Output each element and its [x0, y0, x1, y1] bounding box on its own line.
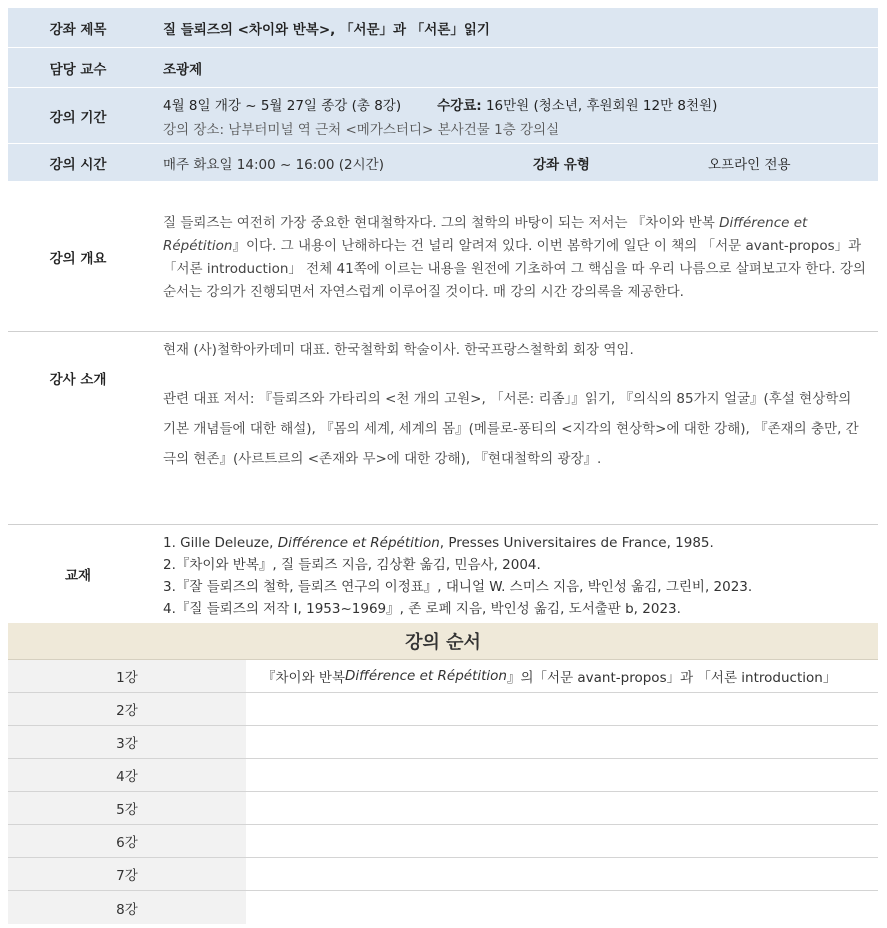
textbook-item: 2.『차이와 반복』, 질 들뢰즈 지음, 김상환 옮김, 민음사, 2004. [163, 557, 541, 573]
lecture-number: 4강 [8, 759, 246, 791]
course-title-label: 강좌 제목 [49, 21, 107, 38]
row-instructor [8, 332, 878, 525]
schedule-row [8, 792, 878, 825]
type-value: 오프라인 전용 [708, 156, 791, 173]
schedule-title: 강의 순서 [8, 623, 878, 660]
textbook-list [148, 525, 878, 623]
professor-label: 담당 교수 [49, 61, 107, 78]
schedule-row [8, 825, 878, 858]
lecture-number: 7강 [8, 858, 246, 890]
lecture-topic: 『차이와 반복 Différence et Répétition 』의「서문 avant-propos」과 「서론 introduction」 [262, 668, 837, 686]
lecture-topic [246, 792, 878, 824]
row-overview [8, 182, 878, 332]
instructor-bio: 현재 (사)철학아카데미 대표. 한국철학회 학술이사. 한국프랑스철학회 회장 역임. [163, 342, 634, 358]
place-value: 강의 장소: 남부터미널 역 근처 <메가스터디> 본사건물 1층 강의실 [163, 121, 560, 138]
overview-text: 질 들뢰즈는 여전히 가장 중요한 현대철학자다. 그의 철학의 바탕이 되는 저서는 『차이와 반복 Différence et Répétition』이다. 그 내용이 난해하다는 건 널리 알려져 있다. 이번 봄학기에 일단 이 책의 「서문 avant-propos」과 「서론 introduction」 전체 41쪽에 이르는 내용을 원전에 기초하여 그 핵심을 따 우리 나름으로 살펴보고자 한다. 강의 순서는 강의가 진행되면서 자연스럽게 이루어질 것이다. 매 강의 시간 강의록을 제공한다. [163, 215, 866, 300]
row-period [8, 88, 878, 144]
schedule-row [8, 693, 878, 726]
type-label: 강좌 유형 [533, 156, 590, 173]
schedule-row [8, 726, 878, 759]
fee-value: 16만원 (청소년, 후원회원 12만 8천원) [481, 97, 718, 114]
textbook-item: 4.『질 들뢰즈의 저작 I, 1953~1969』, 존 로페 지음, 박인성 옮김, 도서출판 b, 2023. [163, 601, 681, 617]
course-title: 질 들뢰즈의 <차이와 반복>, 「서문」과 「서론」읽기 [163, 21, 490, 38]
schedule-row [8, 759, 878, 792]
lecture-number: 2강 [8, 693, 246, 725]
schedule-row [8, 858, 878, 891]
schedule-row [8, 660, 878, 693]
lecture-topic [246, 825, 878, 857]
period-value: 4월 8일 개강 ~ 5월 27일 종강 (총 8강) [163, 97, 402, 114]
fee-label: 수강료: [437, 97, 482, 114]
lecture-topic [246, 891, 878, 924]
instructor-books: 관련 대표 저서: 『들뢰즈와 가타리의 <천 개의 고원>, 「서론: 리좀」』읽기, 『의식의 85가지 얼굴』(후설 현상학의 기본 개념들에 대한 해설), 『몸의 세계, 세계의 몸』(메를로-퐁티의 <지각의 현상학>에 대한 강해), 『존재의 충만, 간극의 현존』(사르트르의 <존재와 무>에 대한 강해), 『현대철학의 광장』. [163, 391, 859, 467]
textbook-item: 3.『잘 들뢰즈의 철학, 들뢰즈 연구의 이정표』, 대니얼 W. 스미스 지음, 박인성 옮김, 그린비, 2023. [163, 579, 753, 595]
time-label: 강의 시간 [49, 156, 107, 173]
lecture-number: 3강 [8, 726, 246, 758]
schedule-table [8, 660, 878, 924]
lecture-number: 5강 [8, 792, 246, 824]
lecture-topic [246, 693, 878, 725]
overview-label: 강의 개요 [49, 250, 107, 267]
time-value: 매주 화요일 14:00 ~ 16:00 (2시간) [163, 156, 384, 173]
lecture-topic [246, 759, 878, 791]
course-info-table [8, 8, 878, 924]
professor-name: 조광제 [163, 61, 203, 78]
row-professor [8, 48, 878, 88]
lecture-number: 8강 [8, 891, 246, 924]
textbook-item: 1. Gille Deleuze, Différence et Répétition, Presses Universitaires de France, 1985. [163, 535, 714, 551]
lecture-number: 1강 [8, 660, 246, 692]
schedule-row [8, 891, 878, 924]
textbook-label: 교재 [64, 568, 92, 584]
period-label: 강의 기간 [49, 109, 107, 126]
row-course-title [8, 8, 878, 48]
lecture-topic [246, 726, 878, 758]
row-textbooks [8, 525, 878, 623]
instructor-label: 강사 소개 [49, 372, 107, 388]
row-time [8, 144, 878, 182]
lecture-number: 6강 [8, 825, 246, 857]
lecture-topic [246, 858, 878, 890]
